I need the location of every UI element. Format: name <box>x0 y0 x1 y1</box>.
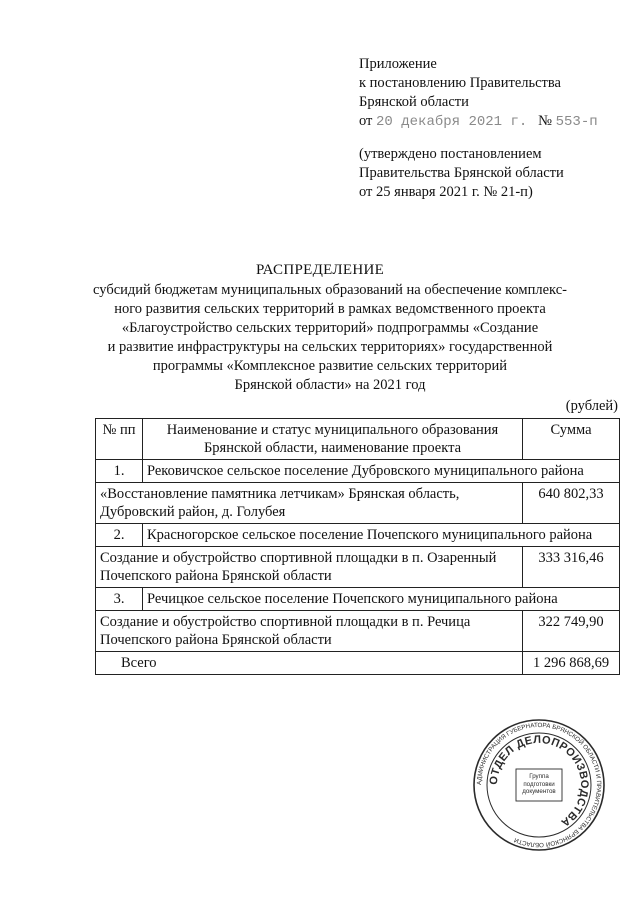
subtitle-line: Брянской области» на 2021 год <box>234 377 426 393</box>
number-prefix: № <box>538 113 552 129</box>
subtitle-line: программы «Комплексное развитие сельских территорий <box>152 358 508 374</box>
subtitle-line: субсидий бюджетам муниципальных образований на обеспечение комплекс- <box>93 282 567 298</box>
section-num: 2. <box>96 524 143 547</box>
section-name: Речицкое сельское поселение Почепского муниципального района <box>143 588 620 611</box>
distribution-table <box>95 418 620 675</box>
project-name: Создание и обустройство спортивной площадки в п. Речица Почепского района Брянской области <box>96 611 523 652</box>
table-row-project <box>96 483 620 524</box>
table-header-row <box>96 419 620 460</box>
subtitle-line: и развитие инфраструктуры на сельских территориях» государственной <box>107 339 553 355</box>
table-row-project <box>96 547 620 588</box>
section-name: Рековичское сельское поселение Дубровского муниципального района <box>143 460 620 483</box>
total-label: Всего <box>96 652 523 675</box>
number-typed: 553-п <box>555 114 598 130</box>
header-name: Наименование и статус муниципального образования Брянской области, наименование проекта <box>143 419 523 460</box>
project-name: «Восстановление памятника летчикам» Брянская область, Дубровский район, д. Голубея <box>96 483 523 524</box>
section-name: Красногорское сельское поселение Почепского муниципального района <box>143 524 620 547</box>
header-num: № пп <box>96 419 143 460</box>
project-sum: 640 802,33 <box>523 483 620 524</box>
project-sum: 333 316,46 <box>523 547 620 588</box>
total-sum: 1 296 868,69 <box>523 652 620 675</box>
table-row-section <box>96 460 620 483</box>
header-sum: Сумма <box>523 419 620 460</box>
document-title: РАСПРЕДЕЛЕНИЕ <box>255 262 385 278</box>
table-row-total <box>96 652 620 675</box>
office-stamp <box>472 718 606 852</box>
section-num: 3. <box>96 588 143 611</box>
section-num: 1. <box>96 460 143 483</box>
approved-note <box>359 145 629 202</box>
subtitle-line: «Благоустройство сельских территорий» подпрограммы «Создание <box>121 320 539 336</box>
approved-line-3: от 25 января 2021 г. № 21-п) <box>359 184 533 200</box>
subtitle-line: ного развития сельских территорий в рамках ведомственного проекта <box>114 301 546 317</box>
units-label: (рублей) <box>565 398 618 414</box>
appendix-line-2: к постановлению Правительства <box>359 75 561 91</box>
table-row-section <box>96 588 620 611</box>
table-row-project <box>96 611 620 652</box>
appendix-line-3: Брянской области <box>359 94 469 110</box>
appendix-date-line <box>359 112 629 132</box>
project-name: Создание и обустройство спортивной площадки в п. Озаренный Почепского района Брянской области <box>96 547 523 588</box>
stamp-inner-text: ОТДЕЛ ДЕЛОПРОИЗВОДСТВА <box>487 733 591 829</box>
appendix-header <box>359 55 629 132</box>
date-typed: 20 декабря 2021 г. <box>376 114 528 130</box>
table-row-section <box>96 524 620 547</box>
date-prefix: от <box>359 113 373 129</box>
stamp-center-text: Группа подготовки документов <box>522 773 556 796</box>
appendix-line-1: Приложение <box>359 56 437 72</box>
stamp-center-holder <box>516 769 562 801</box>
stamp-outer-text: АДМИНИСТРАЦИЯ ГУБЕРНАТОРА БРЯНСКОЙ ОБЛАСТИ И ПРАВИТЕЛЬСТВА БРЯНСКОЙ ОБЛАСТИ <box>475 721 603 849</box>
document-subtitle <box>60 281 600 395</box>
approved-line-1: (утверждено постановлением <box>359 146 542 162</box>
project-sum: 322 749,90 <box>523 611 620 652</box>
approved-line-2: Правительства Брянской области <box>359 165 564 181</box>
